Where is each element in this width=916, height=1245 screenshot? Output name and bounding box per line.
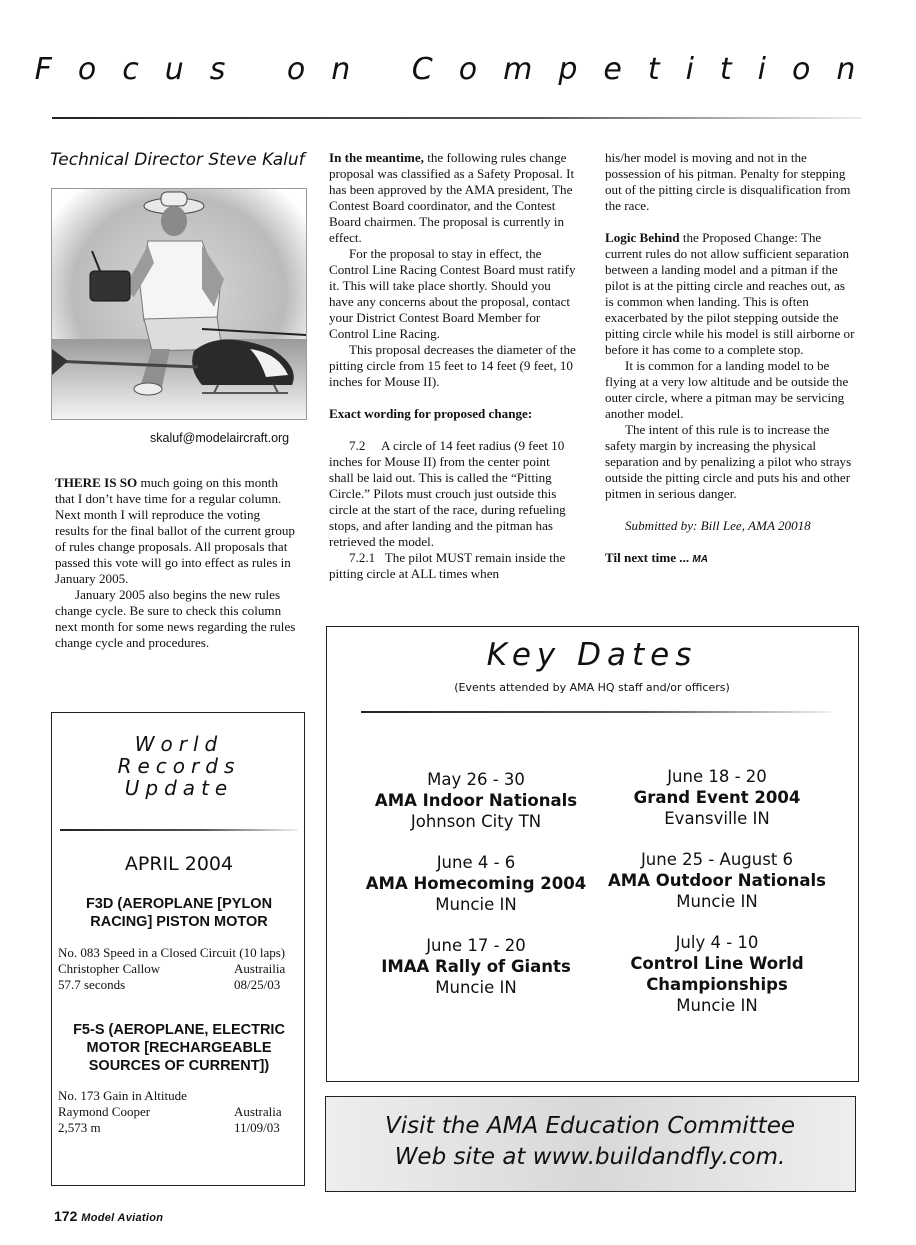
intro-paragraph-1 [55,475,297,587]
col3-paragraph-3: It is common for a landing model to be flying at a very low altitude and be outside the outer circle, where a pitman may be servicing another model. [605,358,849,421]
event-location: Evansville IN [664,809,770,828]
page-section-title: Focus on Competition [34,52,882,87]
spacer [329,422,577,438]
record-value-row [58,1120,298,1136]
author-heading: Technical Director Steve Kaluf [50,150,305,170]
event-name: Control Line World Championships [630,954,804,994]
rule-7-2-1: 7.2.1 The pilot MUST remain inside the pitting circle at ALL times when [329,550,569,581]
spacer [329,390,577,406]
record-value: 57.7 seconds [58,977,126,992]
exact-wording-heading: Exact wording for proposed change: [329,406,533,421]
col2-lead: In the meantime, [329,150,424,165]
event-location: Muncie IN [435,895,517,914]
promo-line-2: Web site at www.buildandfly.com. [394,1144,786,1170]
article-column-3 [605,150,855,568]
event-item [361,935,591,998]
event-date: June 4 - 6 [436,853,516,872]
col2-paragraph-2: For the proposal to stay in effect, the Control Line Racing Contest Board must ratify it. This will take place shortly. Should you have any concerns about the proposal, contact your District Contest Board Member for Control Line Racing. [329,246,576,341]
event-location: Muncie IN [676,996,758,1015]
event-date: May 26 - 30 [427,770,525,789]
intro-paragraph-2: January 2005 also begins the new rules change cycle. Be sure to check this column next month for some news regarding the rules change cycle and procedures. [55,587,296,650]
record-value: 2,573 m [58,1120,101,1135]
page-number: 172 [54,1208,78,1224]
key-dates-subtitle: (Events attended by AMA HQ staff and/or officers) [454,681,730,694]
spacer [605,502,855,518]
closing-text: Til next time ... [605,550,690,565]
intro-p1-text: much going on this month that I don’t have time for a regular column. Next month I will reproduce the voting results for the final ballot of the current group of rules change proposals. All proposals that passed this vote will go into effect as rules in January 2005. [55,475,295,586]
record-date: 08/25/03 [234,977,281,992]
record-holder: Raymond Cooper [58,1104,151,1119]
key-dates-divider [361,711,831,713]
event-date: June 25 - August 6 [640,850,794,869]
records-month: APRIL 2004 [124,853,234,875]
col2-paragraph-3: This proposal decreases the diameter of the pitting circle from 15 feet to 14 feet (9 feet, 10 inches for Mouse II). [329,342,576,389]
records-title [52,733,306,799]
promo-line-1: Visit the AMA Education Committee [385,1113,795,1139]
event-name: IMAA Rally of Giants [381,957,571,976]
event-name: Grand Event 2004 [633,788,801,807]
event-name: AMA Indoor Nationals [374,791,578,810]
magazine-name: Model Aviation [81,1212,164,1224]
records-divider [60,829,298,831]
intro-lead: THERE IS SO [55,475,138,490]
record-entry [58,1088,298,1136]
key-dates-box [326,626,859,1082]
logic-heading: Logic Behind [605,230,680,245]
col3-paragraph-1: his/her model is moving and not in the possession of his pitman. Penalty for stepping out of the pitting circle is disqualification from the race. [605,150,851,213]
record-title: No. 083 Speed in a Closed Circuit (10 laps) [58,945,286,960]
col2-p1-text: the following rules change proposal was classified as a Safety Proposal. It has been approved by the AMA president, The Contest Board coordinator, and the Contest Board chairmen. The proposal is currently in effect. [329,150,575,245]
record-holder: Christopher Callow [58,961,161,976]
record-country: Austrailia [234,961,286,976]
record-country: Australia [234,1104,282,1119]
event-name: AMA Outdoor Nationals [608,871,826,890]
closing-line [605,550,855,568]
author-photo-illustration [52,189,306,419]
event-location: Muncie IN [676,892,758,911]
col2-paragraph-1 [329,150,577,246]
event-date: June 18 - 20 [667,767,767,786]
event-item [602,932,832,1016]
education-promo-box [325,1096,856,1192]
event-date: July 4 - 10 [675,933,759,952]
author-email: skaluf@modelaircraft.org [150,431,290,445]
event-item [361,769,591,832]
col3-paragraph-4: The intent of this rule is to increase the safety margin by increasing the physical separation and by penalizing a pilot who strays outside the pitting circle and puts his and other pitmen in serious danger. [605,422,852,501]
event-item [602,766,832,829]
ma-end-mark: MA [692,554,708,565]
event-location: Johnson City TN [410,812,542,831]
record-date: 11/09/03 [234,1120,280,1135]
submitted-by: Submitted by: Bill Lee, AMA 20018 [625,518,811,533]
event-location: Muncie IN [435,978,517,997]
author-photo [51,188,307,420]
record-category-heading: F5-S (AEROPLANE, ELECTRIC MOTOR [RECHARGEABLE SOURCES OF CURRENT]) [73,1022,285,1074]
world-records-box [51,712,305,1186]
record-title: No. 173 Gain in Altitude [58,1088,187,1103]
record-holder-row [58,961,298,977]
records-title-line-2: Records [117,754,241,778]
records-title-line-1: World [134,732,224,756]
header-divider [52,117,862,119]
event-name: AMA Homecoming 2004 [365,874,587,893]
article-column-2 [329,150,577,582]
event-item [602,849,832,912]
rule-7-2: 7.2 A circle of 14 feet radius (9 feet 10 inches for Mouse II) from the center point shall be laid out. This is called the “Pitting Circle.” Pilots must crouch just outside this circle at the start of the race, during refueling stops, and after landing and the pitman has retrieved the model. [329,438,569,549]
records-title-line-3: Update [124,776,234,800]
col3-paragraph-2 [605,230,855,358]
spacer [605,534,855,550]
record-holder-row [58,1104,298,1120]
spacer [605,214,855,230]
col3-p2-text: the Proposed Change: The current rules do not allow sufficient separation between a landing model and a pitman if the pilot is at the pitting circle and reaches out, as is common when landing. This is often exacerbated by the pilot stepping outside the pitting circle while his model is still airborne or before it has come to a complete stop. [605,230,855,357]
record-entry [58,945,298,993]
event-date: June 17 - 20 [426,936,526,955]
record-category-heading: F3D (AEROPLANE [PYLON RACING] PISTON MOTOR [85,896,273,930]
record-value-row [58,977,298,993]
page-footer [54,1208,163,1224]
key-dates-title: Key Dates [486,637,698,673]
event-item [361,852,591,915]
promo-text [326,1111,854,1173]
intro-column [55,475,297,651]
